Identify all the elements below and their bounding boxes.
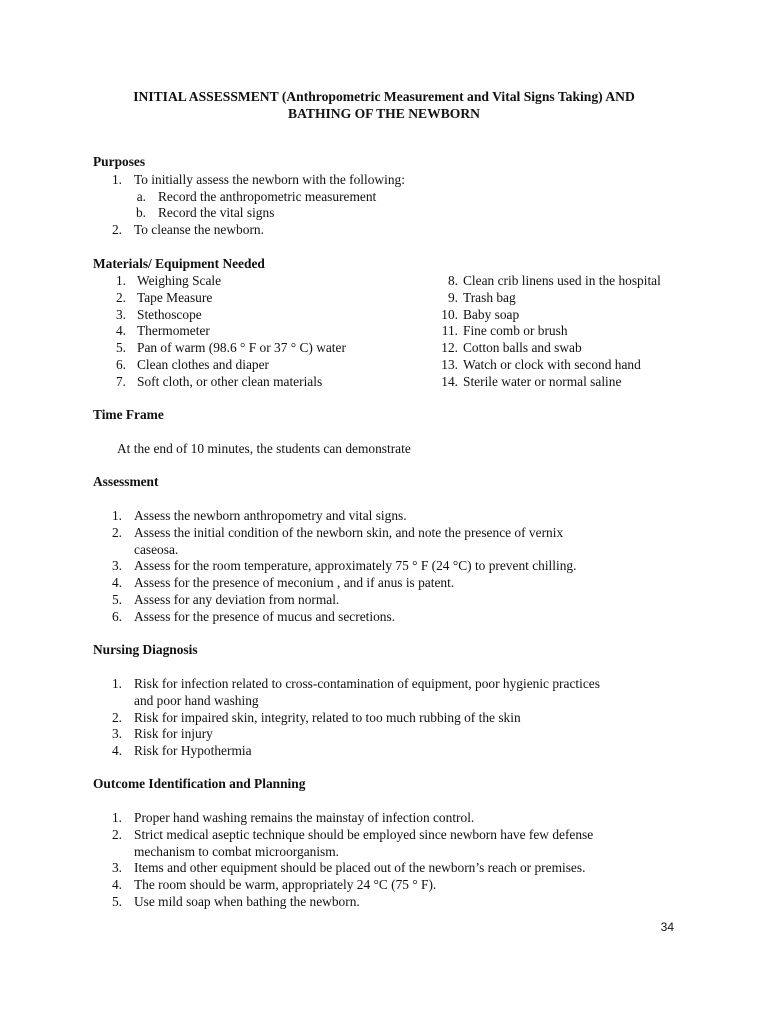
assessment-heading: Assessment: [93, 474, 159, 489]
material-item-number: 11.: [441, 323, 458, 339]
purpose-item-text: Record the anthropometric measurement: [158, 188, 377, 204]
material-item-number: 8.: [447, 273, 458, 288]
outcome-item-number: 2.: [111, 826, 122, 842]
outcome-heading: Outcome Identification and Planning: [93, 776, 306, 791]
material-item-number: 5.: [115, 340, 126, 356]
assessment-item-text: Assess the initial condition of the newborn skin, and note the presence of vernix: [134, 524, 564, 540]
purpose-item-number: 1.: [111, 172, 122, 187]
material-item-number: 2.: [115, 289, 126, 305]
purpose-item-number: a.: [136, 188, 146, 204]
material-item-number: 9.: [447, 289, 458, 305]
outcome-item-text: Use mild soap when bathing the newborn.: [134, 894, 360, 909]
material-item-text: Sterile water or normal saline: [463, 373, 622, 389]
assessment-item-number: 5.: [111, 592, 122, 607]
material-item-number: 1.: [115, 273, 126, 288]
material-item-number: 10.: [441, 306, 458, 322]
material-item-number: 14.: [441, 373, 458, 389]
time-frame-heading: Time Frame: [93, 407, 164, 422]
assessment-item-number: 3.: [111, 558, 122, 574]
page-number: 34: [660, 920, 674, 934]
outcome-item-text: Proper hand washing remains the mainstay of infection control.: [134, 810, 475, 825]
material-item-number: 4.: [115, 323, 126, 339]
material-item-text: Cotton balls and swab: [463, 340, 582, 356]
material-item-text: Soft cloth, or other clean materials: [137, 373, 323, 389]
assessment-item-text: Assess the newborn anthropometry and vital signs.: [134, 508, 407, 523]
diagnosis-item-number: 2.: [111, 709, 122, 725]
purpose-item-text: Record the vital signs: [158, 205, 275, 221]
purposes-heading: Purposes: [93, 154, 146, 169]
material-item-text: Baby soap: [463, 306, 520, 322]
diagnosis-item-text: Risk for impaired skin, integrity, related to too much rubbing of the skin: [134, 709, 521, 725]
material-item-text: Trash bag: [463, 289, 516, 305]
outcome-item-text: mechanism to combat microorganism.: [134, 843, 340, 859]
material-item-text: Fine comb or brush: [463, 323, 568, 339]
material-item-number: 12.: [441, 340, 458, 356]
outcome-item-number: 1.: [111, 810, 122, 825]
diagnosis-item-number: 4.: [111, 743, 122, 759]
material-item-text: Tape Measure: [137, 289, 213, 305]
diagnosis-heading: Nursing Diagnosis: [93, 642, 198, 657]
assessment-item-text: Assess for the presence of meconium , and if anus is patent.: [134, 575, 455, 591]
assessment-item-text: Assess for the room temperature, approximately 75 ° F (24 °C) to prevent chilling.: [134, 558, 577, 574]
time-frame-text: At the end of 10 minutes, the students can demonstrate: [117, 441, 411, 456]
material-item-number: 3.: [115, 306, 126, 322]
material-item-text: Watch or clock with second hand: [463, 357, 641, 372]
outcome-item-number: 3.: [111, 860, 122, 876]
material-item-text: Clean clothes and diaper: [137, 357, 269, 372]
material-item-text: Clean crib linens used in the hospital: [463, 273, 661, 288]
outcome-item-number: 4.: [111, 877, 122, 893]
title-line-2: BATHING OF THE NEWBORN: [288, 106, 480, 121]
diagnosis-item-text: Risk for infection related to cross-contamination of equipment, poor hygienic practices: [134, 676, 600, 691]
material-item-text: Stethoscope: [137, 306, 202, 322]
assessment-item-text: caseosa.: [134, 541, 179, 557]
outcome-item-text: Strict medical aseptic technique should be employed since newborn have few defense: [134, 826, 594, 842]
outcome-item-text: The room should be warm, appropriately 24 °C (75 ° F).: [134, 877, 437, 893]
material-item-number: 7.: [115, 373, 126, 389]
assessment-item-number: 2.: [111, 524, 122, 540]
purpose-item-text: To cleanse the newborn.: [134, 222, 264, 238]
material-item-text: Weighing Scale: [137, 273, 222, 288]
purpose-item-text: To initially assess the newborn with the following:: [134, 172, 405, 187]
purpose-item-number: b.: [135, 205, 146, 221]
document-title: [80, 88, 688, 122]
diagnosis-item-text: and poor hand washing: [134, 692, 259, 708]
materials-heading: Materials/ Equipment Needed: [93, 256, 265, 271]
assessment-item-number: 6.: [111, 608, 122, 624]
assessment-item-text: Assess for the presence of mucus and secretions.: [134, 608, 396, 624]
material-item-number: 13.: [441, 357, 458, 372]
outcome-item-text: Items and other equipment should be placed out of the newborn’s reach or premises.: [134, 860, 586, 876]
diagnosis-item-text: Risk for injury: [134, 726, 213, 742]
title-line-1: INITIAL ASSESSMENT (Anthropometric Measurement and Vital Signs Taking) AND: [133, 89, 635, 104]
material-item-text: Thermometer: [137, 323, 210, 339]
diagnosis-item-text: Risk for Hypothermia: [134, 743, 252, 759]
assessment-item-number: 4.: [111, 575, 122, 591]
diagnosis-item-number: 3.: [111, 726, 122, 742]
assessment-item-text: Assess for any deviation from normal.: [134, 592, 340, 607]
outcome-item-number: 5.: [111, 894, 122, 909]
material-item-text: Pan of warm (98.6 ° F or 37 ° C) water: [137, 340, 346, 356]
purpose-item-number: 2.: [111, 222, 122, 238]
material-item-number: 6.: [115, 357, 126, 372]
assessment-item-number: 1.: [111, 508, 122, 523]
diagnosis-item-number: 1.: [111, 676, 122, 691]
